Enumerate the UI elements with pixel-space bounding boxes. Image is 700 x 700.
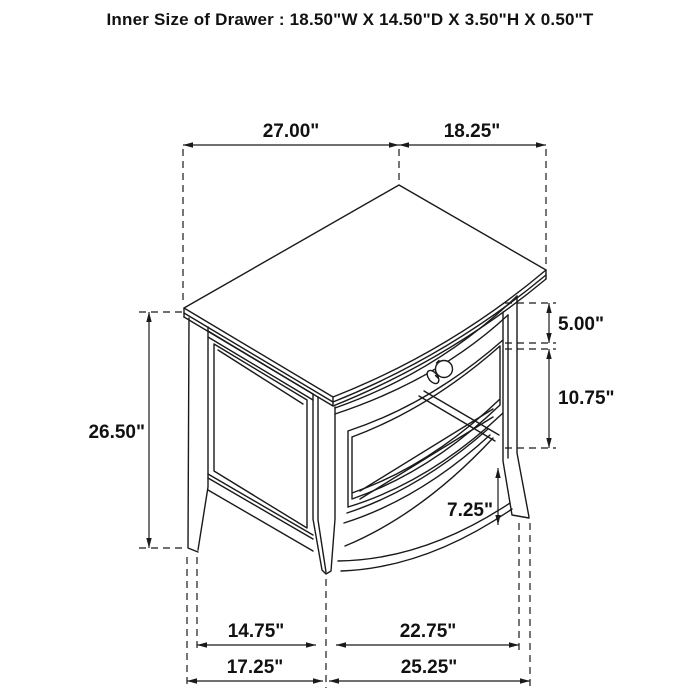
left-side-bottom-rail [208, 474, 313, 551]
right-front-leg [503, 296, 529, 518]
dim-opening-height [546, 349, 614, 448]
dim-top-width-label: 27.00" [262, 121, 320, 142]
dim-top-depth [399, 121, 546, 148]
front-leg [313, 394, 335, 574]
tabletop-surface [184, 185, 546, 397]
knob-face [436, 361, 453, 378]
dim-top-depth-arrow-left [399, 142, 409, 147]
dim-drawer-front-arrow-bottom [546, 333, 551, 343]
dim-opening-arrow-bottom [546, 438, 551, 448]
dim-bottom-inner-left [197, 621, 316, 648]
dim-bottom-outer-left-label: 17.25" [226, 657, 284, 678]
dim-bottom-outer-right-label: 25.25" [400, 657, 458, 678]
dim-top-width-arrow-right [389, 142, 399, 147]
dim-opening-height-label: 10.75" [558, 388, 615, 409]
dim-shelf-clearance-label: 7.25" [447, 500, 493, 521]
dim-top-depth-arrow-right [536, 142, 546, 147]
dim-opening-arrow-top [546, 349, 551, 359]
dim-bol-arrow-left [187, 678, 197, 683]
dim-overall-height-label: 26.50" [88, 422, 145, 443]
dim-bil-arrow-left [197, 642, 207, 647]
dim-bor-arrow-left [329, 678, 339, 683]
dim-bir-arrow-left [336, 642, 346, 647]
dim-bir-arrow-right [509, 642, 519, 647]
dim-bottom-inner-right-label: 22.75" [399, 621, 457, 642]
dim-bottom-inner-left-label: 14.75" [227, 621, 285, 642]
dim-top-width [183, 121, 399, 148]
dim-bor-arrow-right [520, 678, 530, 683]
left-rear-leg [188, 318, 208, 552]
dim-overall-height-arrow-bottom [146, 538, 151, 548]
dim-drawer-front-arrow-top [546, 303, 551, 313]
dim-overall-height-arrow-top [146, 312, 151, 322]
page-title: Inner Size of Drawer : 18.50"W X 14.50"D X 3.50"H X 0.50"T [106, 10, 594, 29]
dim-bottom-outer-left [187, 657, 323, 684]
dim-top-width-arrow-left [183, 142, 193, 147]
dim-bottom-outer-right [329, 657, 530, 684]
dim-bol-arrow-right [313, 678, 323, 683]
dim-top-depth-label: 18.25" [443, 121, 501, 142]
dim-drawer-front-height [546, 303, 604, 343]
dim-shelf-arrow-top [495, 468, 500, 478]
dim-bottom-inner-right [336, 621, 519, 648]
dim-overall-height [88, 312, 151, 548]
dim-shelf-clearance [447, 468, 501, 525]
dim-bil-arrow-right [306, 642, 316, 647]
drawer-opening-bottom-edge [348, 413, 503, 507]
dim-drawer-front-height-label: 5.00" [558, 314, 604, 335]
